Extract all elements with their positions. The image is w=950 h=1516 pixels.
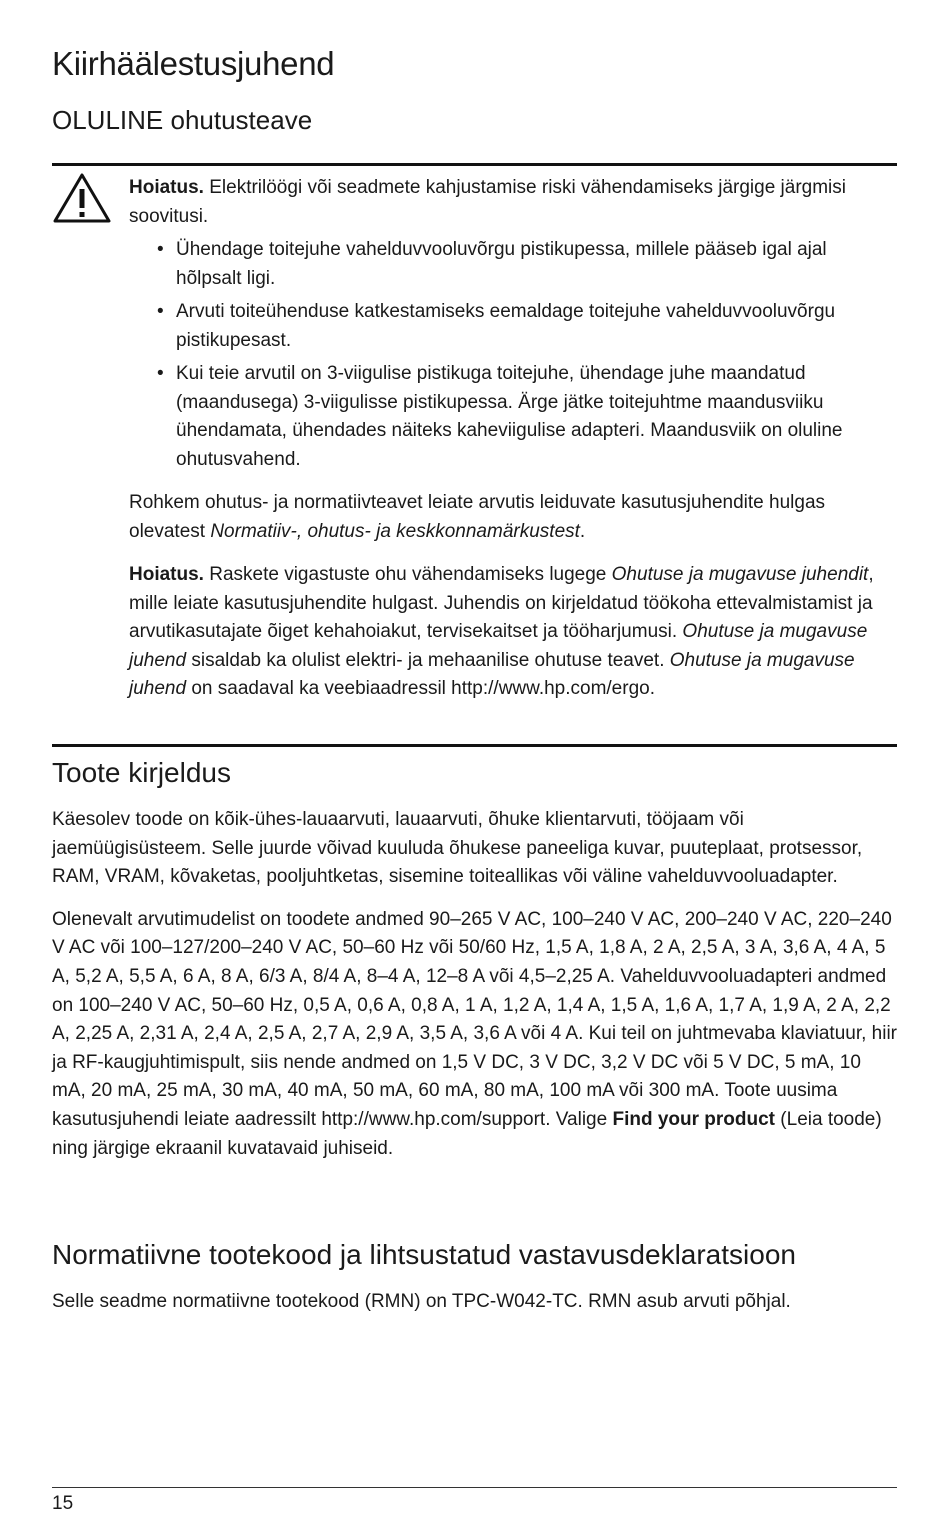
product-description-heading: Toote kirjeldus (52, 757, 231, 788)
ergonomics-text: Raskete vigastuste ohu vähendamiseks lugege (209, 564, 612, 585)
warning-label: Hoiatus. (129, 177, 204, 198)
ergonomics-guide-title: Ohutuse ja mugavuse juhend (129, 649, 855, 699)
product-description-body (52, 806, 897, 1177)
product-ratings-paragraph (52, 906, 897, 1163)
product-description-paragraph: Käesolev toode on kõik-ühes-lauaarvuti, lauaarvuti, õhuke klientarvuti, tööjaam või jaemüügisüsteem. Selle juurde võivad kuuluda õhukese paneeliga kuvar, puuteplaat, protsessor, RAM, VRAM, kõvaketas, pooljuhtketas, sisemine toiteallikas või väline vahelduvvooluadapter. (52, 809, 863, 888)
safety-info-document-title: Normatiiv-, ohutus- ja keskkonnamärkustest (210, 520, 580, 542)
warning-bullet: • Ühendage toitejuhe vahelduvvooluvõrgu pistikupessa, millele pääseb igal ajal hõlpsalt ligi. (176, 236, 894, 293)
warning-bullet: • Arvuti toiteühenduse katkestamiseks eemaldage toitejuhe vahelduvvooluvõrgu pistikupesast. (176, 298, 894, 355)
ergonomics-guide-title: Ohutuse ja mugavuse juhend (129, 621, 868, 671)
safety-warning-block (129, 174, 894, 704)
page-number: 15 (52, 1493, 74, 1514)
page-title: Kiirhäälestusjuhend (52, 45, 335, 82)
regulatory-body (52, 1288, 897, 1331)
ergonomics-guide-title: Ohutuse ja mugavuse juhendit (611, 564, 869, 585)
safety-info-text: Rohkem ohutus- ja normatiivteavet leiate arvutis leiduvate kasutusjuhendite hulgas olevatest (129, 492, 826, 542)
warning-bullet: • Kui teie arvutil on 3-viigulise pistikuga toitejuhe, ühendage juhe maandatud (maandusega) 3-viigulisse pistikupessa. Ärge jätke toitejuhtme maandusviiku ühendamata, ühendades näiteks kaheviigulise adapteri. Maandusviik on oluline ohutusvahend. (176, 360, 894, 474)
warning-bullet-list (129, 236, 894, 474)
footer-rule (52, 1487, 897, 1488)
find-your-product-label: Find your product (612, 1108, 776, 1130)
warning-triangle-icon (52, 172, 112, 224)
regulatory-heading: Normatiivne tootekood ja lihtsustatud vastavusdeklaratsioon (52, 1239, 796, 1270)
section-divider-top (52, 163, 897, 166)
ergonomics-text: , mille leiate kasutusjuhendite hulgast. Juhendis on kirjeldatud töökoha ettevalmistamist ja arvutikasutajate õiget kehahoiakut, tervisekaitset ja tööharjumusi. (129, 564, 874, 642)
safety-info-paragraph (129, 489, 894, 546)
section-divider-bottom (52, 744, 897, 747)
ratings-text-end: (Leia toode) ning järgige ekraanil kuvatavaid juhiseid. (52, 1108, 882, 1159)
ratings-text: Olenevalt arvutimudelist on toodete andmed 90–265 V AC, 100–240 V AC, 200–240 V AC, 220–240 V AC või 100–127/200–240 V AC, 50–60 Hz või 50/60 Hz, 1,5 A, 1,8 A, 2 A, 2,5 A, 3 A, 3,6 A, 4 A, 5 A, 5,2 A, 5,5 A, 6 A, 8 A, 6/3 A, 8/4 A, 8–4 A, 12–8 A või 4,5–2,25 A. Vahelduvvooluadapteri andmed on 100–240 V AC, 50–60 Hz, 0,5 A, 0,6 A, 0,8 A, 1 A, 1,2 A, 1,4 A, 1,5 A, 1,6 A, 1,7 A, 1,9 A, 2 A, 2,2 A, 2,25 A, 2,31 A, 2,4 A, 2,5 A, 2,7 A, 2,9 A, 3,5 A, 3,6 A või 4 A. Kui teil on juhtmevaba klaviatuur, hiir ja RF-kaugjuhtimispult, siis nende andmed on 1,5 V DC, 3 V DC, 3,2 V DC või 5 V DC, 5 mA, 10 mA, 20 mA, 25 mA, 30 mA, 40 mA, 50 mA, 60 mA, 80 mA, 100 mA või 300 mA. Toote uusima kasutusjuhendi leiate aadressilt http://www.hp.com/support. Valige (52, 908, 898, 1130)
warning-label: Hoiatus. (129, 564, 204, 585)
warning-intro-text: Elektrilöögi või seadmete kahjustamise riski vähendamiseks järgige järgmisi soovitusi. (129, 177, 847, 227)
safety-info-end: . (579, 520, 586, 542)
page-subtitle: OLULINE ohutusteave (52, 105, 313, 135)
ergonomics-warning-paragraph (129, 561, 894, 704)
ergonomics-text: sisaldab ka olulist elektri- ja mehaanilise ohutuse teavet. (186, 649, 670, 671)
regulatory-paragraph: Selle seadme normatiivne tootekood (RMN) on TPC-W042-TC. RMN asub arvuti põhjal. (52, 1291, 791, 1312)
warning-intro (129, 174, 894, 231)
ergonomics-text: on saadaval ka veebiaadressil http://www.hp.com/ergo. (186, 678, 655, 699)
